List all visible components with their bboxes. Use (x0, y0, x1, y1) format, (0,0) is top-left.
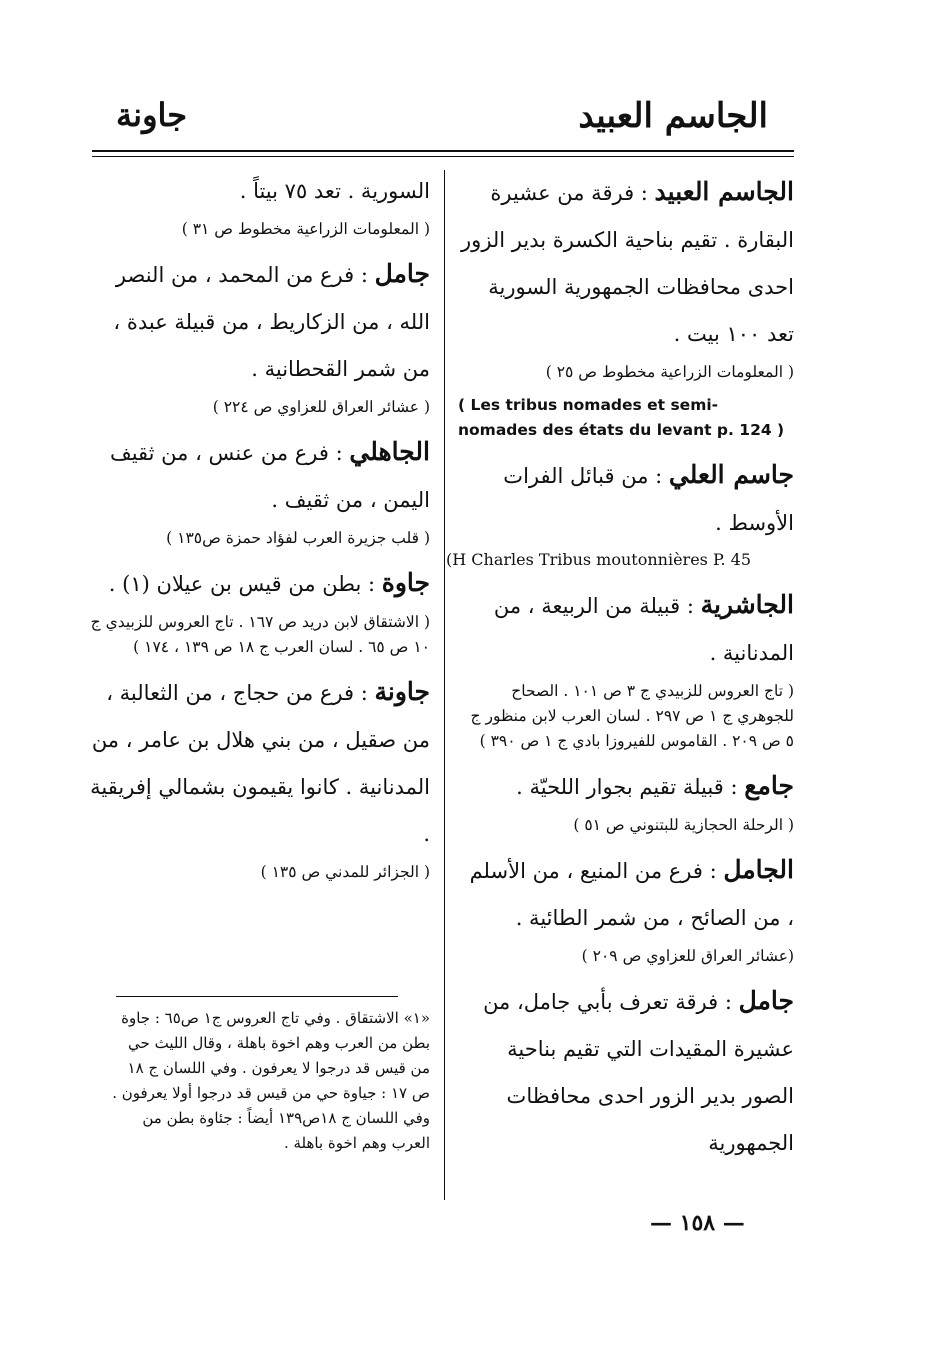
entry-headword: جامل (374, 259, 430, 288)
header-rule-thin (92, 156, 794, 157)
entry-text: : قبيلة من الربيعة ، من المدنانية . (493, 594, 794, 665)
latin-source-line: (H Charles Tribus moutonnières P. 45 (446, 550, 752, 569)
right-column (446, 168, 794, 1167)
entry-headword: الجاسم العبيد (654, 177, 794, 206)
entry (90, 668, 430, 858)
column-divider (444, 170, 445, 1200)
entry (458, 977, 794, 1167)
entry (90, 250, 430, 393)
entry-source: ( قلب جزيرة العرب لفؤاد حمزة ص١٣٥ ) (166, 529, 430, 547)
entry-source: (عشائر العراق للعزاوي ص ٢٠٩ ) (581, 947, 794, 965)
entry-headword: جاوة (381, 568, 430, 597)
entry-source: ( الجزائر للمدني ص ١٣٥ ) (260, 863, 430, 881)
footnote: «١» الاشتقاق . وفي تاج العروس ج١ ص٦٥ : جاوة بطن من العرب وهم اخوة باهلة ، وقال الليث حي من قيس قد درجوا لا يعرفون . وفي اللسان ج ١٨ ص ١٧ : جياوة حي من قيس قد درجوا أولا يعرفون . وفي اللسان ج ١٨ص١٣٩ أيضاً : جئاوة بطن من العرب وهم اخوة باهلة . (112, 1009, 430, 1152)
entry-headword: الجامل (723, 855, 794, 884)
entry-text: : فرع من حجاج ، من الثعالبة ، من صقيل ، من بني هلال بن عامر ، من المدنانية . كانوا يقيمون بشمالي إفريقية . (90, 681, 430, 846)
entry-text: : من قبائل الفرات الأوسط . (503, 464, 794, 535)
entry-headword: الجاشرية (700, 590, 794, 619)
entry (90, 428, 430, 524)
entry-source: ( تاج العروس للزبيدي ج ٣ ص ١٠١ . الصحاح للجوهري ج ١ ص ٢٩٧ . لسان العرب لابن منظور ج ٥ ص ٢٠٩ . القاموس للفيروزا بادي ج ١ ص ٣٩٠ ) (470, 682, 794, 750)
entry-source: ( الرحلة الحجازية للبتنوني ص ٥١ ) (573, 816, 794, 834)
entry (458, 451, 794, 547)
entry-source: ( الاشتقاق لابن دريد ص ١٦٧ . تاج العروس للزبيدي ج ١٠ ص ٦٥ . لسان العرب ج ١٨ ص ١٣٩ ، ١٧٤ ) (90, 613, 430, 656)
entry (90, 559, 430, 608)
footnote-rule (116, 996, 398, 997)
running-header-right: الجاسم العبيد (578, 96, 768, 136)
latin-source-line: nomades des états du levant p. 124 ) (458, 421, 785, 439)
entry-text: : بطن من قيس بن عيلان (156, 572, 376, 596)
entry (458, 581, 794, 677)
entry-text: : فرقة تعرف بأبي جامل، من عشيرة المقيدات التي تقيم بناحية الصور بدير الزور احدى محافظات الجمهورية (483, 990, 794, 1155)
entry-text: : فرع من المنيع ، من الأسلم ، من الصائح ، من شمر الطائية . (469, 859, 794, 930)
entry-source: ( عشائر العراق للعزاوي ص ٢٢٤ ) (212, 398, 430, 416)
entry-headword: جامع (744, 771, 794, 800)
page-number: — ١٥٨ — (650, 1210, 745, 1236)
entry-text: : فرقة من عشيرة البقارة . تقيم بناحية الكسرة بدير الزور احدى محافظات الجمهورية السورية تعد ١٠٠ بيت . (461, 181, 794, 346)
entry (458, 846, 794, 942)
entry (458, 168, 794, 358)
entry-text: : فرع من عنس ، من ثقيف اليمن ، من ثقيف . (109, 441, 430, 512)
entry (458, 762, 794, 811)
entry-source: ( المعلومات الزراعية مخطوط ص ٣١ ) (181, 220, 430, 238)
entry-source: ( المعلومات الزراعية مخطوط ص ٢٥ ) (545, 363, 794, 381)
left-column (90, 168, 430, 893)
footnote-reference: (١) . (108, 572, 150, 596)
entry-headword: جاونة (374, 677, 430, 706)
latin-source-line: ( Les tribus nomades et semi- (458, 396, 719, 414)
entry-headword: جامل (738, 986, 794, 1015)
running-header-left: جاونة (116, 96, 188, 134)
entry-text: : فرع من المحمد ، من النصر الله ، من الزكاريط ، من قبيلة عبدة ، من شمر القحطانية . (113, 263, 430, 381)
entry-continuation: السورية . تعد ٧٥ بيتاً . (239, 179, 430, 203)
entry-headword: الجاهلي (349, 437, 430, 466)
header-rule (92, 150, 794, 152)
entry-headword: جاسم العلي (668, 460, 794, 489)
entry-text: : قبيلة تقيم بجوار اللحيّة . (516, 775, 738, 799)
